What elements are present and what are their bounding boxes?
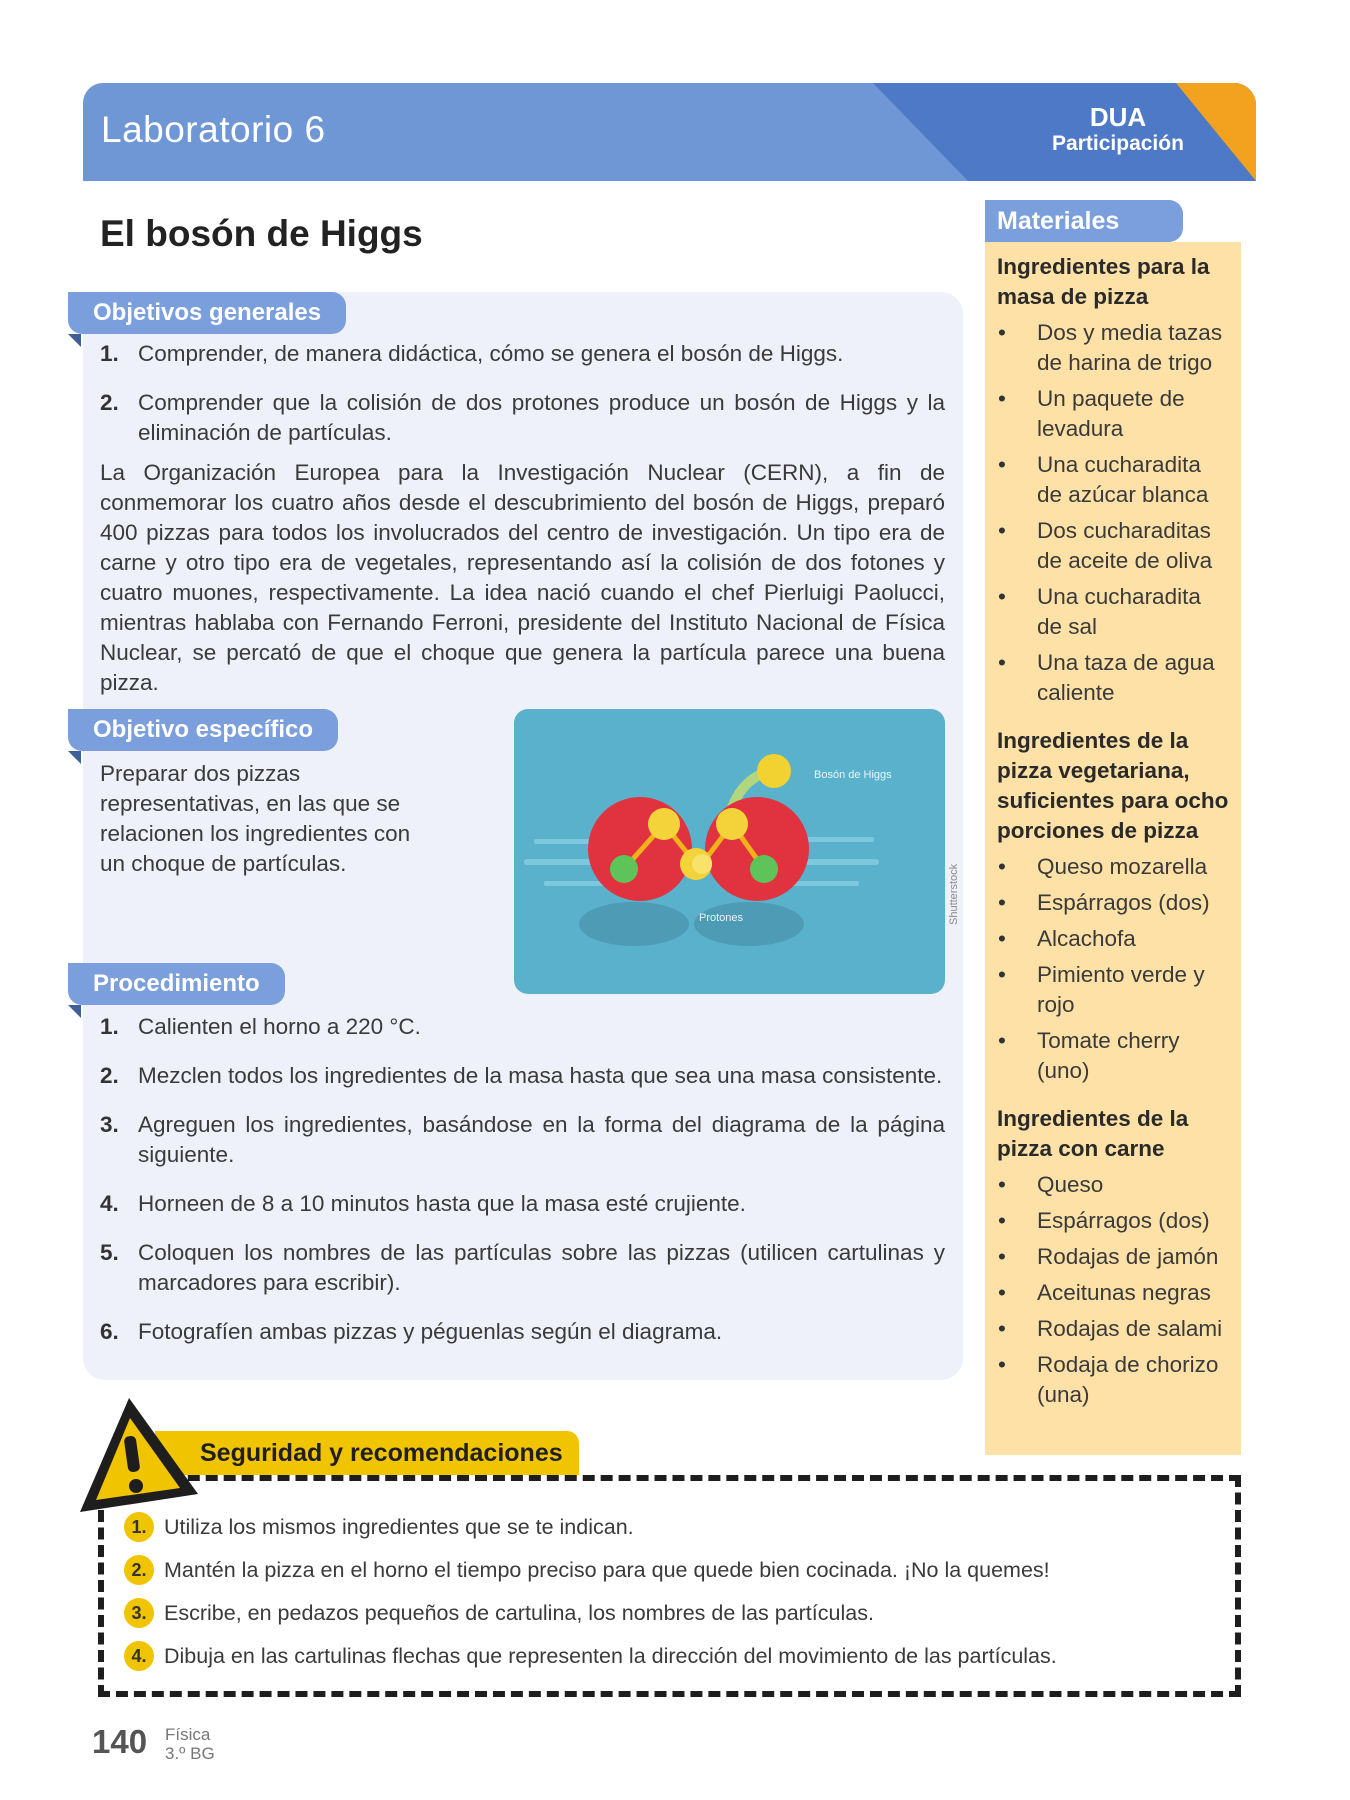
dua-sub-label: Participación [1052, 132, 1184, 155]
list-item: • Una cucharadita de sal [997, 582, 1229, 642]
list-item: 4. Dibuja en las cartulinas flechas que representen la dirección del movimiento de las partículas. [124, 1641, 1057, 1671]
list-item: • Queso [997, 1170, 1229, 1200]
collision-diagram [514, 709, 945, 994]
ingredient-list [997, 318, 1229, 708]
safety-tag: Seguridad y recomendaciones [155, 1431, 579, 1475]
procedimiento-tag: Procedimiento [68, 963, 285, 1005]
list-item: • Rodaja de chorizo (una) [997, 1350, 1229, 1410]
list-item: • Tomate cherry (uno) [997, 1026, 1229, 1086]
page-number: 140 [92, 1723, 148, 1760]
objetivos-generales-list [100, 339, 945, 467]
list-item: • Queso mozarella [997, 852, 1229, 882]
list-item: • Alcachofa [997, 924, 1229, 954]
materiales-sidebar [985, 242, 1241, 1455]
safety-list [124, 1512, 1057, 1684]
higgs-boson [757, 754, 791, 788]
header-banner [83, 83, 1256, 181]
list-item: 3. Agreguen los ingredientes, basándose en la forma del diagrama de la página siguiente. [100, 1112, 945, 1167]
list-item: • Dos cucharaditas de aceite de oliva [997, 516, 1229, 576]
list-item: • Dos y media tazas de harina de trigo [997, 318, 1229, 378]
grade-label: 3.º BG [165, 1744, 215, 1763]
quark [750, 855, 778, 883]
list-item: 6. Fotografíen ambas pizzas y péguenlas según el diagrama. [100, 1319, 723, 1344]
list-item: • Una cucharadita de azúcar blanca [997, 450, 1229, 510]
list-item: • Rodajas de salami [997, 1314, 1229, 1344]
number-badge: 4. [124, 1641, 154, 1671]
list-item: 2. Mantén la pizza en el horno el tiempo preciso para que quede bien cocinada. ¡No la quemes! [124, 1555, 1057, 1585]
objetivos-generales-tag: Objetivos generales [68, 292, 346, 334]
list-item: • Una taza de agua caliente [997, 648, 1229, 708]
page-title: El bosón de Higgs [100, 213, 423, 254]
warning-icon [74, 1392, 204, 1518]
image-credit: Shutterstock [948, 863, 960, 925]
list-item: 3. Escribe, en pedazos pequeños de cartulina, los nombres de las partículas. [124, 1598, 1057, 1628]
quark [716, 808, 748, 840]
number-badge: 2. [124, 1555, 154, 1585]
higgs-illustration [514, 709, 945, 994]
quark [692, 854, 712, 874]
list-item: • Espárragos (dos) [997, 888, 1229, 918]
list-item: 4. Horneen de 8 a 10 minutos hasta que la masa esté crujiente. [100, 1191, 746, 1216]
group-title: Ingredientes de la pizza vegetariana, suficientes para ocho porciones de pizza [997, 728, 1229, 843]
list-item: 2. Mezclen todos los ingredientes de la masa hasta que sea una masa consistente. [100, 1063, 943, 1088]
list-item: 1. Calienten el horno a 220 °C. [100, 1014, 421, 1039]
list-item: 5. Coloquen los nombres de las partículas sobre las pizzas (utilicen cartulinas y marcadores para escribir). [100, 1240, 945, 1295]
higgs-label: Bosón de Higgs [814, 769, 892, 781]
dua-badge [1043, 103, 1193, 157]
number-badge: 3. [124, 1598, 154, 1628]
intro-paragraph: La Organización Europea para la Investigación Nuclear (CERN), a fin de conmemorar los cuatro años desde el descubrimiento del bosón de Higgs, preparó 400 pizzas para todos los involucrados del centro de investigación. Un tipo era de carne y otro tipo era de vegetales, representando así la colisión de dos fotones y cuatro muones, respectivamente. La idea nació cuando el chef Pierluigi Paolucci, mientras hablaba con Fernando Ferroni, presidente del Instituto Nacional de Física Nuclear, se percató de que el choque que genera la partícula parece una buena pizza. [100, 460, 945, 695]
list-item: 2. Comprender que la colisión de dos protones produce un bosón de Higgs y la eliminación de partículas. [100, 390, 945, 445]
list-item: • Rodajas de jamón [997, 1242, 1229, 1272]
list-item: • Un paquete de levadura [997, 384, 1229, 444]
ingredient-list [997, 1170, 1229, 1410]
objetivo-especifico-text: Preparar dos pizzas representativas, en las que se relacionen los ingredientes con un choque de partículas. [100, 761, 411, 876]
list-item: • Espárragos (dos) [997, 1206, 1229, 1236]
list-item: • Pimiento verde y rojo [997, 960, 1229, 1020]
group-title: Ingredientes para la masa de pizza [997, 254, 1210, 309]
quark [610, 855, 638, 883]
lab-title: Laboratorio 6 [101, 109, 326, 150]
number-badge: 1. [124, 1512, 154, 1542]
proton-right [705, 797, 809, 901]
list-item: 1. Comprender, de manera didáctica, cómo se genera el bosón de Higgs. [100, 341, 844, 366]
list-item: 1. Utiliza los mismos ingredientes que se te indican. [124, 1512, 1057, 1542]
procedimiento-list [100, 1012, 945, 1366]
ingredient-list [997, 852, 1229, 1086]
objetivo-especifico-tag: Objetivo específico [68, 709, 338, 751]
quark [648, 808, 680, 840]
proton-shadow-left [579, 902, 689, 946]
protons-label: Protones [699, 912, 744, 924]
materiales-tag: Materiales [985, 200, 1183, 242]
list-item: • Aceitunas negras [997, 1278, 1229, 1308]
group-title: Ingredientes de la pizza con carne [997, 1106, 1189, 1161]
dua-label: DUA [1089, 102, 1147, 132]
footer-subject [165, 1725, 215, 1763]
proton-shadow-right [694, 902, 804, 946]
subject-label: Física [165, 1725, 211, 1744]
